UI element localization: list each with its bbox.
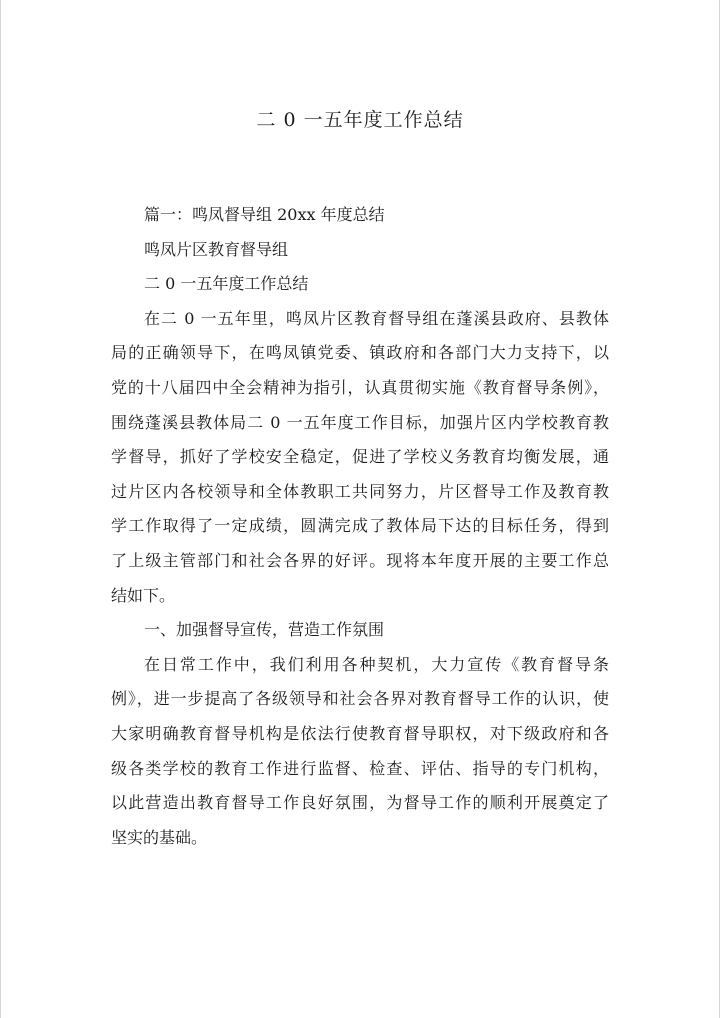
text-line: 鸣凤片区教育督导组 (144, 239, 289, 259)
text-line: 结如下。 (111, 585, 176, 605)
document-body (111, 198, 609, 855)
text-line: 在日常工作中，我们利用各种契机，大力宣传《教育督导条 (144, 654, 609, 674)
text-line: 大家明确教育督导机构是依法行使教育督导职权，对下级政府和各 (111, 723, 609, 743)
text-line: 二 0 一五年度工作总结 (144, 274, 309, 294)
text-line: 篇一：鸣凤督导组 20xx 年度总结 (144, 205, 385, 224)
text-line: 例》，进一步提高了各级领导和社会各界对教育督导工作的认识，使 (111, 689, 609, 709)
text-line: 了上级主管部门和社会各界的好评。现将本年度开展的主要工作总 (111, 550, 609, 570)
text-line: 党的十八届四中全会精神为指引，认真贯彻实施《教育督导条例》， (111, 377, 609, 397)
text-line: 在二 0 一五年里，鸣凤片区教育督导组在蓬溪县政府、县教体 (144, 308, 609, 328)
text-line: 围绕蓬溪县教体局二 0 一五年度工作目标，加强片区内学校教育教 (111, 412, 609, 432)
section-heading: 一、加强督导宣传，营造工作氛围 (144, 620, 385, 640)
document-title: 二 0 一五年度工作总结 (256, 109, 464, 131)
text-line: 局的正确领导下，在鸣凤镇党委、镇政府和各部门大力支持下，以 (111, 343, 609, 363)
text-line: 以此营造出教育督导工作良好氛围，为督导工作的顺利开展奠定了 (111, 793, 609, 813)
text-line: 学督导，抓好了学校安全稳定，促进了学校义务教育均衡发展，通 (111, 447, 609, 467)
text-line: 坚实的基础。 (111, 827, 208, 847)
text-line: 过片区内各校领导和全体教职工共同努力，片区督导工作及教育教 (111, 481, 609, 501)
text-line: 学工作取得了一定成绩，圆满完成了教体局下达的目标任务，得到 (111, 516, 609, 536)
text-line: 级各类学校的教育工作进行监督、检查、评估、指导的专门机构， (111, 758, 609, 778)
